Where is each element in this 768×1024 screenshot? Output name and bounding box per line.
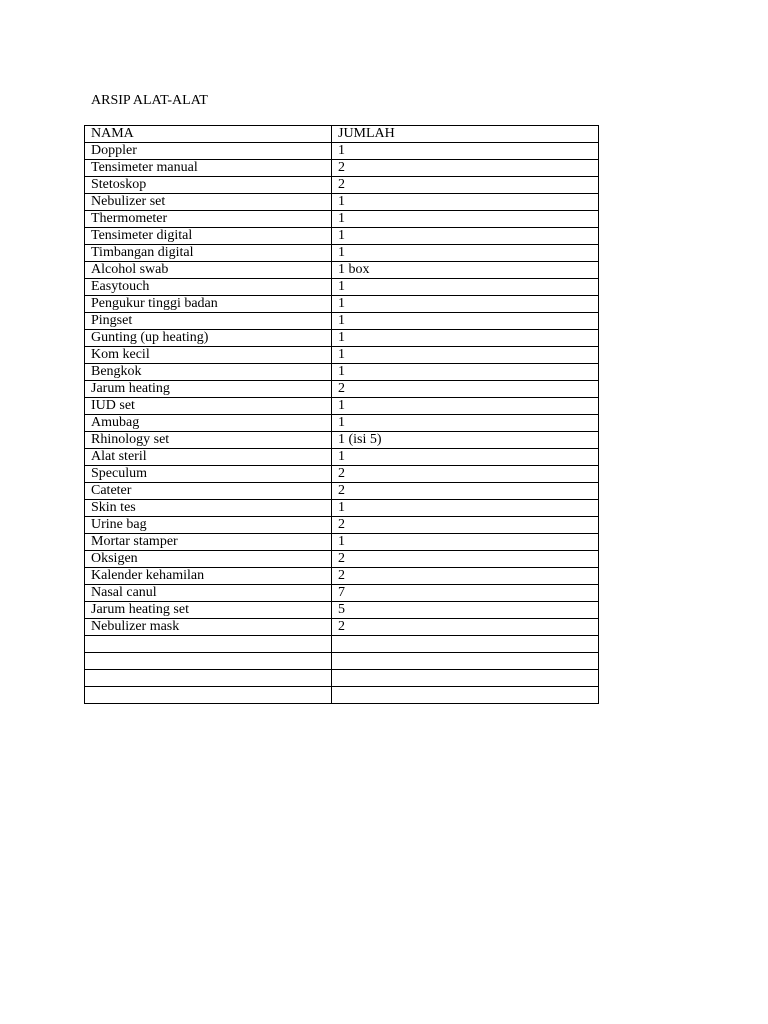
item-quantity-cell: 1 (isi 5) xyxy=(332,432,599,449)
item-quantity-cell: 2 xyxy=(332,517,599,534)
table-row xyxy=(85,398,599,415)
table-row xyxy=(85,279,599,296)
item-quantity-cell: 2 xyxy=(332,483,599,500)
table-row xyxy=(85,534,599,551)
item-quantity-cell: 1 xyxy=(332,398,599,415)
table-row xyxy=(85,296,599,313)
item-name-cell: Doppler xyxy=(85,143,332,160)
item-name-cell: Nasal canul xyxy=(85,585,332,602)
item-quantity-cell xyxy=(332,653,599,670)
column-header-jumlah: JUMLAH xyxy=(332,126,599,143)
item-name-cell: Rhinology set xyxy=(85,432,332,449)
item-quantity-cell: 1 xyxy=(332,347,599,364)
table-row xyxy=(85,347,599,364)
item-quantity-cell xyxy=(332,636,599,653)
item-name-cell: Nebulizer mask xyxy=(85,619,332,636)
table-row xyxy=(85,449,599,466)
item-name-cell: Kalender kehamilan xyxy=(85,568,332,585)
item-name-cell xyxy=(85,636,332,653)
item-name-cell: Kom kecil xyxy=(85,347,332,364)
item-name-cell: Alcohol swab xyxy=(85,262,332,279)
item-quantity-cell xyxy=(332,687,599,704)
item-quantity-cell: 1 xyxy=(332,194,599,211)
item-name-cell: Oksigen xyxy=(85,551,332,568)
item-quantity-cell: 2 xyxy=(332,381,599,398)
item-name-cell: Urine bag xyxy=(85,517,332,534)
item-quantity-cell: 2 xyxy=(332,177,599,194)
table-row xyxy=(85,619,599,636)
item-name-cell: Skin tes xyxy=(85,500,332,517)
item-quantity-cell: 1 xyxy=(332,143,599,160)
table-row xyxy=(85,364,599,381)
item-quantity-cell: 1 box xyxy=(332,262,599,279)
item-quantity-cell: 2 xyxy=(332,551,599,568)
item-name-cell xyxy=(85,670,332,687)
table-row xyxy=(85,500,599,517)
table-row xyxy=(85,687,599,704)
item-quantity-cell: 7 xyxy=(332,585,599,602)
table-row xyxy=(85,194,599,211)
column-header-nama: NAMA xyxy=(85,126,332,143)
table-row xyxy=(85,228,599,245)
item-name-cell: Tensimeter digital xyxy=(85,228,332,245)
item-name-cell: Amubag xyxy=(85,415,332,432)
table-row xyxy=(85,415,599,432)
inventory-table xyxy=(84,125,599,704)
item-name-cell: Pengukur tinggi badan xyxy=(85,296,332,313)
item-quantity-cell: 1 xyxy=(332,313,599,330)
table-row xyxy=(85,602,599,619)
item-name-cell: Stetoskop xyxy=(85,177,332,194)
table-row xyxy=(85,636,599,653)
item-quantity-cell: 1 xyxy=(332,245,599,262)
table-row xyxy=(85,653,599,670)
item-name-cell: Mortar stamper xyxy=(85,534,332,551)
table-row xyxy=(85,585,599,602)
item-quantity-cell: 1 xyxy=(332,500,599,517)
item-quantity-cell: 1 xyxy=(332,449,599,466)
item-quantity-cell: 1 xyxy=(332,228,599,245)
item-quantity-cell: 5 xyxy=(332,602,599,619)
item-name-cell xyxy=(85,687,332,704)
item-quantity-cell: 1 xyxy=(332,211,599,228)
table-row xyxy=(85,551,599,568)
table-row xyxy=(85,517,599,534)
item-name-cell: Cateter xyxy=(85,483,332,500)
table-row xyxy=(85,245,599,262)
item-quantity-cell: 1 xyxy=(332,534,599,551)
table-row xyxy=(85,211,599,228)
item-quantity-cell: 2 xyxy=(332,160,599,177)
item-name-cell: Alat steril xyxy=(85,449,332,466)
item-name-cell: Nebulizer set xyxy=(85,194,332,211)
item-name-cell: Tensimeter manual xyxy=(85,160,332,177)
table-row xyxy=(85,160,599,177)
table-row xyxy=(85,177,599,194)
item-quantity-cell xyxy=(332,670,599,687)
item-name-cell: Jarum heating set xyxy=(85,602,332,619)
item-name-cell: Gunting (up heating) xyxy=(85,330,332,347)
item-quantity-cell: 2 xyxy=(332,466,599,483)
table-row xyxy=(85,262,599,279)
table-row xyxy=(85,330,599,347)
table-row xyxy=(85,483,599,500)
item-quantity-cell: 1 xyxy=(332,279,599,296)
item-quantity-cell: 2 xyxy=(332,619,599,636)
item-name-cell: Bengkok xyxy=(85,364,332,381)
table-row xyxy=(85,568,599,585)
item-quantity-cell: 2 xyxy=(332,568,599,585)
inventory-table-body xyxy=(85,126,599,704)
table-row xyxy=(85,670,599,687)
item-quantity-cell: 1 xyxy=(332,364,599,381)
item-name-cell: Easytouch xyxy=(85,279,332,296)
table-header-row xyxy=(85,126,599,143)
table-row xyxy=(85,143,599,160)
item-name-cell: Jarum heating xyxy=(85,381,332,398)
item-name-cell: IUD set xyxy=(85,398,332,415)
item-name-cell xyxy=(85,653,332,670)
table-row xyxy=(85,381,599,398)
table-row xyxy=(85,466,599,483)
item-quantity-cell: 1 xyxy=(332,330,599,347)
item-quantity-cell: 1 xyxy=(332,415,599,432)
item-name-cell: Speculum xyxy=(85,466,332,483)
item-quantity-cell: 1 xyxy=(332,296,599,313)
table-row xyxy=(85,432,599,449)
table-row xyxy=(85,313,599,330)
item-name-cell: Thermometer xyxy=(85,211,332,228)
item-name-cell: Timbangan digital xyxy=(85,245,332,262)
document-title: ARSIP ALAT-ALAT xyxy=(91,93,208,108)
item-name-cell: Pingset xyxy=(85,313,332,330)
